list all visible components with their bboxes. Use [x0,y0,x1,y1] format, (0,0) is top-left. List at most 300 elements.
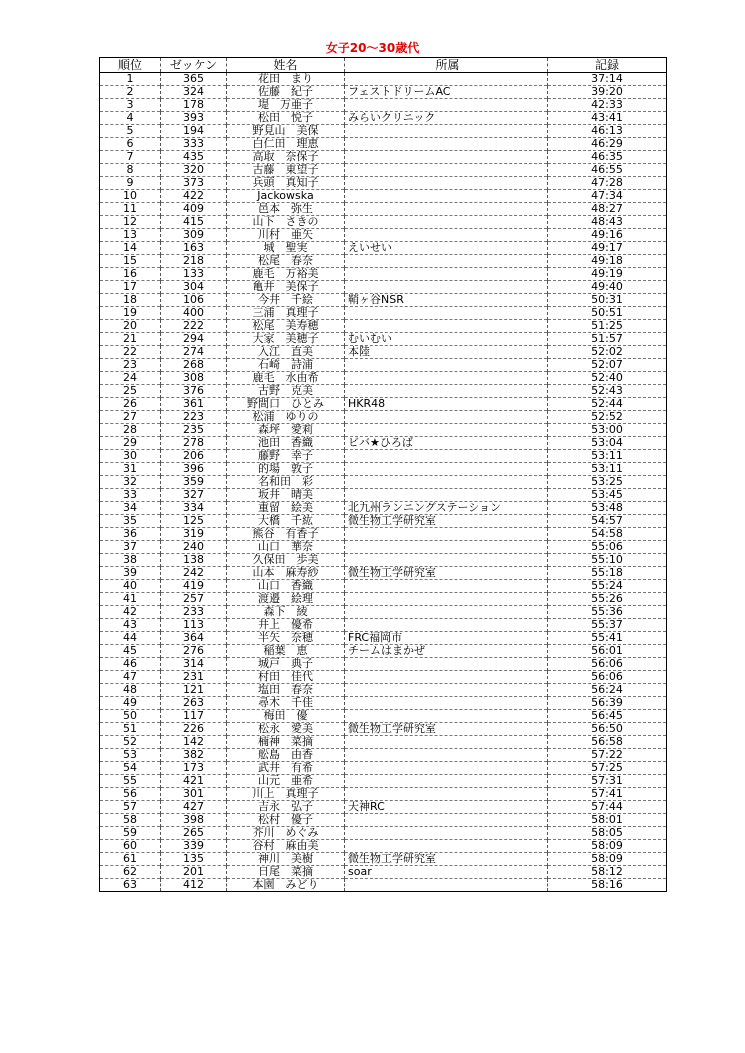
cell-time: 52:44 [591,397,623,410]
cell-bib: 113 [161,619,227,632]
cell-name: 松永 愛美 [227,723,345,736]
cell-bib: 121 [161,684,227,697]
cell-time: 46:35 [591,150,623,163]
cell-bib: 125 [161,515,227,528]
cell-time: 52:02 [591,345,623,358]
table-row [100,541,667,554]
table-row [100,359,667,372]
cell-rank: 31 [100,463,161,476]
cell-bib: 421 [161,775,227,788]
cell-rank: 1 [100,73,161,86]
table-row [100,450,667,463]
cell-time: 57:22 [591,748,623,761]
cell-time: 50:51 [591,306,623,319]
cell-rank: 29 [100,437,161,450]
table-row [100,190,667,203]
header-bib: ゼッケン [161,58,227,73]
cell-time: 58:09 [591,852,623,865]
cell-bib: 206 [161,450,227,463]
cell-rank: 10 [100,190,161,203]
cell-name: 鹿毛 水由希 [227,372,345,385]
cell-bib: 320 [161,164,227,177]
cell-bib: 373 [161,177,227,190]
cell-bib: 319 [161,528,227,541]
cell-club [345,229,548,242]
cell-name: 白仁田 理恵 [227,138,345,151]
cell-time: 56:39 [591,696,623,709]
cell-club [345,385,548,398]
cell-club [345,671,548,684]
cell-name: 亀井 美保子 [227,281,345,294]
cell-name: 村田 佳代 [227,671,345,684]
cell-club [345,177,548,190]
cell-rank: 11 [100,203,161,216]
cell-bib: 419 [161,580,227,593]
cell-bib: 278 [161,437,227,450]
cell-time: 42:33 [591,98,623,111]
cell-bib: 422 [161,190,227,203]
cell-time: 53:11 [591,462,623,475]
cell-bib: 265 [161,827,227,840]
cell-name: 渡邉 絵理 [227,593,345,606]
table-row [100,385,667,398]
cell-club [345,99,548,112]
table-row [100,138,667,151]
cell-rank: 9 [100,177,161,190]
cell-rank: 17 [100,281,161,294]
cell-name: 重留 絵美 [227,502,345,515]
cell-name: 入江 直美 [227,346,345,359]
table-row [100,268,667,281]
cell-name: 古藤 東望子 [227,164,345,177]
cell-club [345,463,548,476]
table-row [100,476,667,489]
cell-rank: 36 [100,528,161,541]
cell-club: フェストドリームAC [345,86,548,99]
table-row [100,645,667,658]
cell-club [345,736,548,749]
cell-time: 56:01 [591,644,623,657]
cell-time: 47:34 [591,189,623,202]
cell-time: 57:25 [591,761,623,774]
cell-bib: 133 [161,268,227,281]
cell-time: 43:41 [591,111,623,124]
cell-bib: 427 [161,801,227,814]
cell-rank: 21 [100,333,161,346]
cell-club [345,684,548,697]
cell-rank: 45 [100,645,161,658]
cell-club [345,840,548,853]
table-row [100,112,667,125]
cell-bib: 142 [161,736,227,749]
cell-rank: 35 [100,515,161,528]
cell-rank: 51 [100,723,161,736]
table-row [100,710,667,723]
cell-time: 53:04 [591,436,623,449]
cell-bib: 240 [161,541,227,554]
cell-rank: 48 [100,684,161,697]
cell-club [345,528,548,541]
cell-time: 56:06 [591,657,623,670]
table-row [100,489,667,502]
cell-club [345,125,548,138]
cell-name: 兵頭 真知子 [227,177,345,190]
cell-bib: 393 [161,112,227,125]
cell-name: 武井 有希 [227,762,345,775]
cell-name: 芥川 めぐみ [227,827,345,840]
header-time: 記録 [548,58,667,73]
table-row [100,398,667,411]
cell-name: 川上 真理子 [227,788,345,801]
cell-name: 山口 華奈 [227,541,345,554]
cell-club [345,606,548,619]
cell-rank: 58 [100,814,161,827]
cell-rank: 14 [100,242,161,255]
table-row [100,853,667,866]
cell-rank: 18 [100,294,161,307]
cell-rank: 15 [100,255,161,268]
cell-club: FRC福岡市 [345,632,548,645]
cell-name: 今井 千絵 [227,294,345,307]
cell-name: 谷村 麻由美 [227,840,345,853]
cell-bib: 274 [161,346,227,359]
cell-rank: 24 [100,372,161,385]
cell-time: 51:57 [591,332,623,345]
cell-time: 58:01 [591,813,623,826]
cell-time: 54:57 [591,514,623,527]
cell-bib: 314 [161,658,227,671]
table-row [100,775,667,788]
cell-time: 56:58 [591,735,623,748]
cell-time: 55:10 [591,553,623,566]
cell-club: 微生物工学研究室 [345,723,548,736]
cell-club [345,489,548,502]
cell-name: 鹿毛 万裕美 [227,268,345,281]
cell-time: 55:41 [591,631,623,644]
cell-club: 微生物工学研究室 [345,567,548,580]
cell-club [345,73,548,86]
table-row [100,736,667,749]
cell-bib: 361 [161,398,227,411]
cell-time: 53:48 [591,501,623,514]
cell-bib: 376 [161,385,227,398]
cell-bib: 263 [161,697,227,710]
cell-rank: 32 [100,476,161,489]
table-row [100,99,667,112]
cell-bib: 409 [161,203,227,216]
table-row [100,593,667,606]
cell-bib: 178 [161,99,227,112]
header-club: 所属 [345,58,548,73]
cell-name: 塩田 春奈 [227,684,345,697]
cell-rank: 60 [100,840,161,853]
table-row [100,762,667,775]
cell-bib: 301 [161,788,227,801]
cell-time: 57:44 [591,800,623,813]
cell-club: ビバ★ひろば [345,437,548,450]
cell-bib: 233 [161,606,227,619]
cell-club [345,710,548,723]
cell-rank: 3 [100,99,161,112]
cell-rank: 30 [100,450,161,463]
table-row [100,554,667,567]
cell-name: 三浦 真理子 [227,307,345,320]
cell-rank: 22 [100,346,161,359]
cell-rank: 7 [100,151,161,164]
cell-club: むいむい [345,333,548,346]
table-row [100,866,667,879]
cell-rank: 28 [100,424,161,437]
cell-rank: 19 [100,307,161,320]
cell-club: えいせい [345,242,548,255]
header-rank: 順位 [100,58,161,73]
cell-rank: 56 [100,788,161,801]
cell-time: 49:17 [591,241,623,254]
cell-time: 55:18 [591,566,623,579]
cell-rank: 63 [100,879,161,892]
cell-club [345,658,548,671]
cell-club [345,476,548,489]
cell-name: 松村 優子 [227,814,345,827]
cell-bib: 334 [161,502,227,515]
cell-time: 53:11 [591,449,623,462]
table-row [100,216,667,229]
cell-name: 野間口 ひとみ [227,398,345,411]
cell-bib: 257 [161,593,227,606]
cell-rank: 46 [100,658,161,671]
cell-name: 稲葉 恵 [227,645,345,658]
cell-name: 久保田 歩美 [227,554,345,567]
cell-name: 尋木 千佳 [227,697,345,710]
table-row [100,255,667,268]
cell-name: 大橋 千紘 [227,515,345,528]
cell-name: 山元 亜希 [227,775,345,788]
cell-name: 石崎 詩浦 [227,359,345,372]
cell-rank: 61 [100,853,161,866]
cell-time: 47:28 [591,176,623,189]
cell-name: 舩島 由香 [227,749,345,762]
cell-rank: 54 [100,762,161,775]
cell-bib: 223 [161,411,227,424]
cell-time: 52:07 [591,358,623,371]
cell-name: 花田 まり [227,73,345,86]
cell-club [345,203,548,216]
cell-name: 城 聖実 [227,242,345,255]
cell-name: 城戸 典子 [227,658,345,671]
cell-name: 森下 綾 [227,606,345,619]
cell-rank: 26 [100,398,161,411]
table-row [100,502,667,515]
results-body [100,73,667,892]
cell-rank: 8 [100,164,161,177]
cell-club [345,593,548,606]
table-row [100,801,667,814]
table-row [100,203,667,216]
cell-name: 野見山 美保 [227,125,345,138]
cell-name: 森坪 愛莉 [227,424,345,437]
cell-bib: 294 [161,333,227,346]
cell-name: 半矢 奈穂 [227,632,345,645]
cell-name: 日尾 菜摘 [227,866,345,879]
cell-bib: 364 [161,632,227,645]
cell-time: 56:24 [591,683,623,696]
cell-rank: 43 [100,619,161,632]
cell-time: 53:25 [591,475,623,488]
table-row [100,346,667,359]
results-table [99,57,667,892]
cell-rank: 20 [100,320,161,333]
table-row [100,671,667,684]
cell-name: 熊谷 有香子 [227,528,345,541]
cell-bib: 173 [161,762,227,775]
cell-name: 松田 悦子 [227,112,345,125]
cell-club [345,541,548,554]
cell-bib: 435 [161,151,227,164]
cell-name: 楠神 菜摘 [227,736,345,749]
cell-name: 山下 さきの [227,216,345,229]
cell-club: みらいクリニック [345,112,548,125]
cell-club [345,827,548,840]
cell-bib: 106 [161,294,227,307]
cell-name: 的場 敦子 [227,463,345,476]
cell-name: 神川 美樹 [227,853,345,866]
cell-name: 堤 万亜子 [227,99,345,112]
table-row [100,632,667,645]
cell-club: 北九州ランニングステーション [345,502,548,515]
cell-club [345,788,548,801]
cell-bib: 201 [161,866,227,879]
table-row [100,619,667,632]
cell-name: 古野 克美 [227,385,345,398]
cell-bib: 308 [161,372,227,385]
cell-bib: 276 [161,645,227,658]
table-row [100,814,667,827]
cell-rank: 40 [100,580,161,593]
cell-name: 松尾 美寿穂 [227,320,345,333]
table-row [100,320,667,333]
cell-name: 大家 美穂子 [227,333,345,346]
table-row [100,437,667,450]
table-row [100,73,667,86]
table-row [100,333,667,346]
table-row [100,125,667,138]
cell-time: 48:27 [591,202,623,215]
cell-rank: 27 [100,411,161,424]
cell-time: 50:31 [591,293,623,306]
cell-name: 川村 亜矢 [227,229,345,242]
cell-time: 51:25 [591,319,623,332]
cell-rank: 16 [100,268,161,281]
cell-club [345,307,548,320]
cell-club [345,281,548,294]
table-row [100,372,667,385]
cell-time: 49:40 [591,280,623,293]
cell-time: 53:00 [591,423,623,436]
cell-club [345,190,548,203]
cell-time: 54:58 [591,527,623,540]
cell-time: 39:20 [591,85,623,98]
cell-club: 微生物工学研究室 [345,853,548,866]
cell-rank: 62 [100,866,161,879]
cell-bib: 396 [161,463,227,476]
cell-rank: 37 [100,541,161,554]
cell-rank: 42 [100,606,161,619]
cell-club [345,255,548,268]
cell-rank: 13 [100,229,161,242]
cell-rank: 50 [100,710,161,723]
cell-time: 46:29 [591,137,623,150]
cell-club [345,814,548,827]
cell-time: 53:45 [591,488,623,501]
cell-bib: 309 [161,229,227,242]
table-row [100,86,667,99]
header-row [100,58,667,73]
cell-name: 山本 麻寿紗 [227,567,345,580]
cell-bib: 327 [161,489,227,502]
cell-time: 49:16 [591,228,623,241]
cell-time: 55:06 [591,540,623,553]
table-row [100,151,667,164]
cell-time: 58:16 [591,878,623,891]
cell-club: 天神RC [345,801,548,814]
cell-time: 58:12 [591,865,623,878]
cell-time: 46:13 [591,124,623,137]
cell-bib: 304 [161,281,227,294]
header-name: 姓名 [227,58,345,73]
cell-rank: 12 [100,216,161,229]
cell-rank: 4 [100,112,161,125]
cell-time: 49:19 [591,267,623,280]
cell-club [345,775,548,788]
table-row [100,515,667,528]
cell-name: 本園 みどり [227,879,345,892]
table-row [100,164,667,177]
cell-time: 58:05 [591,826,623,839]
cell-bib: 135 [161,853,227,866]
cell-name: 邑本 弥生 [227,203,345,216]
cell-name: 梅田 優 [227,710,345,723]
cell-club [345,580,548,593]
cell-rank: 38 [100,554,161,567]
cell-club: 鞘ヶ谷NSR [345,294,548,307]
cell-bib: 333 [161,138,227,151]
cell-time: 37:14 [591,72,623,85]
cell-name: Jackowska [227,190,345,203]
cell-rank: 23 [100,359,161,372]
cell-bib: 242 [161,567,227,580]
cell-bib: 194 [161,125,227,138]
cell-club [345,268,548,281]
cell-rank: 47 [100,671,161,684]
cell-time: 55:36 [591,605,623,618]
cell-name: 藤野 幸子 [227,450,345,463]
cell-club: 本陸 [345,346,548,359]
table-row [100,749,667,762]
cell-bib: 226 [161,723,227,736]
cell-time: 48:43 [591,215,623,228]
cell-club [345,138,548,151]
cell-bib: 365 [161,73,227,86]
cell-rank: 6 [100,138,161,151]
cell-time: 56:45 [591,709,623,722]
cell-club [345,424,548,437]
cell-name: 吉永 弘子 [227,801,345,814]
table-row [100,567,667,580]
cell-time: 57:41 [591,787,623,800]
cell-name: 井上 優希 [227,619,345,632]
cell-rank: 49 [100,697,161,710]
cell-rank: 57 [100,801,161,814]
